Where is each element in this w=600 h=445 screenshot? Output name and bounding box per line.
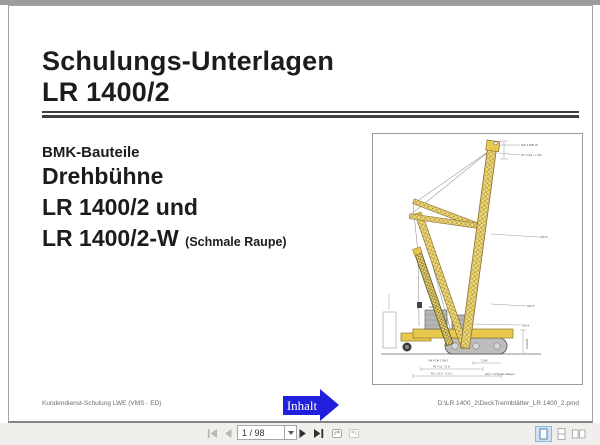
subtitle-line-1: Drehbühne — [42, 163, 164, 189]
svg-text:ZG/URW: ZG/URW — [526, 338, 529, 349]
page-number-box — [237, 425, 297, 440]
footer-left-text: Kundendienst-Schulung LWE (VMS - ED) — [42, 400, 162, 407]
svg-text:SW 8: SW 8 — [540, 235, 548, 240]
previous-view-icon — [330, 426, 344, 440]
svg-text:SW 5: SW 5 — [527, 304, 535, 309]
page-number-input[interactable] — [237, 425, 285, 440]
inhalt-button[interactable] — [283, 389, 341, 422]
single-page-view-icon — [536, 427, 551, 441]
first-page-icon — [206, 427, 219, 440]
svg-text:(W) = Schmale Raupe: (W) = Schmale Raupe — [485, 372, 515, 376]
viewer-toolbar — [0, 423, 600, 445]
svg-text:2.540: 2.540 — [481, 359, 488, 363]
title-line-1: Schulungs-Unterlagen — [42, 46, 335, 76]
crane-diagram-box — [372, 133, 583, 385]
chevron-down-icon — [288, 431, 294, 435]
svg-text:R2 = 13,6 - 17,5 m: R2 = 13,6 - 17,5 m — [431, 372, 453, 376]
svg-text:SW 2.500 W: SW 2.500 W — [521, 143, 538, 148]
svg-text:SW 6: SW 6 — [522, 323, 530, 328]
footer-right-text: D:\LR 1400_2\DeckTrennblätter_LR 1400_2.pmd — [437, 400, 579, 407]
crawler-track — [445, 338, 507, 354]
next-page-button[interactable] — [295, 426, 309, 440]
svg-text:SW 4 SW 2 SW 1: SW 4 SW 2 SW 1 — [428, 359, 449, 363]
suspended-ballast — [383, 294, 396, 348]
next-view-icon — [347, 426, 361, 440]
subtitle-line-2: LR 1400/2 und — [42, 194, 198, 220]
svg-text:SW 3: SW 3 — [429, 305, 437, 309]
svg-text:W 7.234 t + 50 t: W 7.234 t + 50 t — [521, 153, 543, 158]
continuous-view-button[interactable] — [553, 426, 570, 442]
previous-page-icon — [222, 427, 235, 440]
next-view-button[interactable] — [347, 426, 361, 440]
single-page-view-button[interactable] — [535, 426, 552, 442]
page-title — [42, 46, 334, 108]
subtitle-block — [42, 144, 287, 258]
subtitle-line-3: LR 1400/2-W (Schmale Raupe) — [42, 225, 287, 251]
title-line-2: LR 1400/2 — [42, 77, 170, 107]
svg-text:R1 = 11 - 13 m: R1 = 11 - 13 m — [433, 365, 451, 369]
inhalt-label: Inhalt — [286, 398, 318, 413]
facing-pages-view-button[interactable] — [570, 426, 587, 442]
last-page-icon — [312, 427, 325, 440]
continuous-view-icon — [554, 427, 569, 441]
document-page — [8, 5, 593, 423]
subtitle-line-3-note: (Schmale Raupe) — [185, 235, 287, 249]
previous-page-button[interactable] — [221, 426, 235, 440]
main-boom — [459, 140, 500, 349]
inhalt-arrow-head-icon — [320, 389, 339, 421]
subtitle-kicker: BMK-Bauteile — [42, 144, 140, 161]
next-page-icon — [296, 427, 309, 440]
crane-figure — [373, 134, 582, 384]
first-page-button[interactable] — [205, 426, 219, 440]
previous-view-button[interactable] — [330, 426, 344, 440]
facing-pages-view-icon — [571, 427, 587, 441]
hook-block — [417, 302, 422, 308]
title-divider — [42, 111, 579, 118]
last-page-button[interactable] — [311, 426, 325, 440]
